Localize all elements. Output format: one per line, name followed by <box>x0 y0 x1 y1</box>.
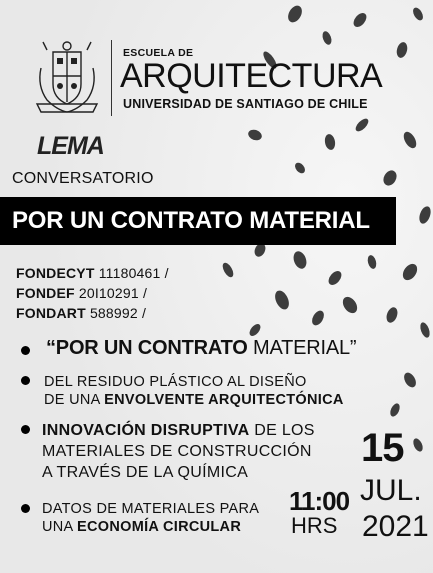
grant-line <box>16 305 146 321</box>
grant-code: 20I10291 / <box>78 285 148 301</box>
grant-name: FONDECYT <box>16 265 95 281</box>
school-name: ARQUITECTURA <box>120 57 383 95</box>
talk-line: MATERIALES DE CONSTRUCCIÓN <box>42 443 312 460</box>
talk-line <box>42 420 362 441</box>
grant-line <box>16 265 169 281</box>
talk-title-rest: MATERIAL” <box>247 337 357 359</box>
talk-text-bold: ECONOMÍA CIRCULAR <box>77 519 242 535</box>
talk-line: DEL RESIDUO PLÁSTICO AL DISEÑO <box>44 374 307 390</box>
school-label: ESCUELA DE <box>123 47 194 59</box>
talk-item <box>42 500 292 536</box>
lema-logo: LEMA <box>37 132 104 160</box>
talk-text-bold: INNOVACIÓN DISRUPTIVA <box>42 422 250 439</box>
bullet-icon <box>21 504 30 513</box>
grant-line <box>16 285 147 301</box>
talk-text: DE UNA <box>44 392 105 408</box>
time-unit: HRS <box>291 513 338 538</box>
talk-item <box>46 339 356 357</box>
logo-divider <box>111 40 112 116</box>
event-day: 15 <box>361 426 404 470</box>
talk-line: DATOS DE MATERIALES PARA <box>42 501 260 517</box>
university-crest-icon <box>33 38 101 118</box>
talk-title-bold: “POR UN CONTRATO <box>46 337 248 359</box>
grant-code: 588992 / <box>89 305 147 321</box>
bullet-icon <box>21 376 30 385</box>
event-title: POR UN CONTRATO MATERIAL <box>12 207 370 234</box>
event-year: 2021 <box>362 510 429 543</box>
talk-item <box>44 373 404 409</box>
event-month: JUL. <box>360 474 422 507</box>
talk-text: DE LOS <box>249 422 315 439</box>
talk-line <box>42 518 292 536</box>
bullet-icon <box>21 425 30 434</box>
event-type: CONVERSATORIO <box>12 170 154 187</box>
grant-name: FONDEF <box>16 285 75 301</box>
grant-name: FONDART <box>16 305 86 321</box>
talk-line: A TRAVÉS DE LA QUÍMICA <box>42 464 249 481</box>
talk-text: UNA <box>42 519 78 535</box>
event-time: 11:00 <box>289 486 350 516</box>
talk-line <box>44 391 404 409</box>
talk-text-bold: ENVOLVENTE ARQUITECTÓNICA <box>104 392 344 408</box>
university-name: UNIVERSIDAD DE SANTIAGO DE CHILE <box>123 97 368 111</box>
talk-item <box>42 420 362 483</box>
bullet-icon <box>21 346 30 355</box>
grant-code: 11180461 / <box>98 265 169 281</box>
